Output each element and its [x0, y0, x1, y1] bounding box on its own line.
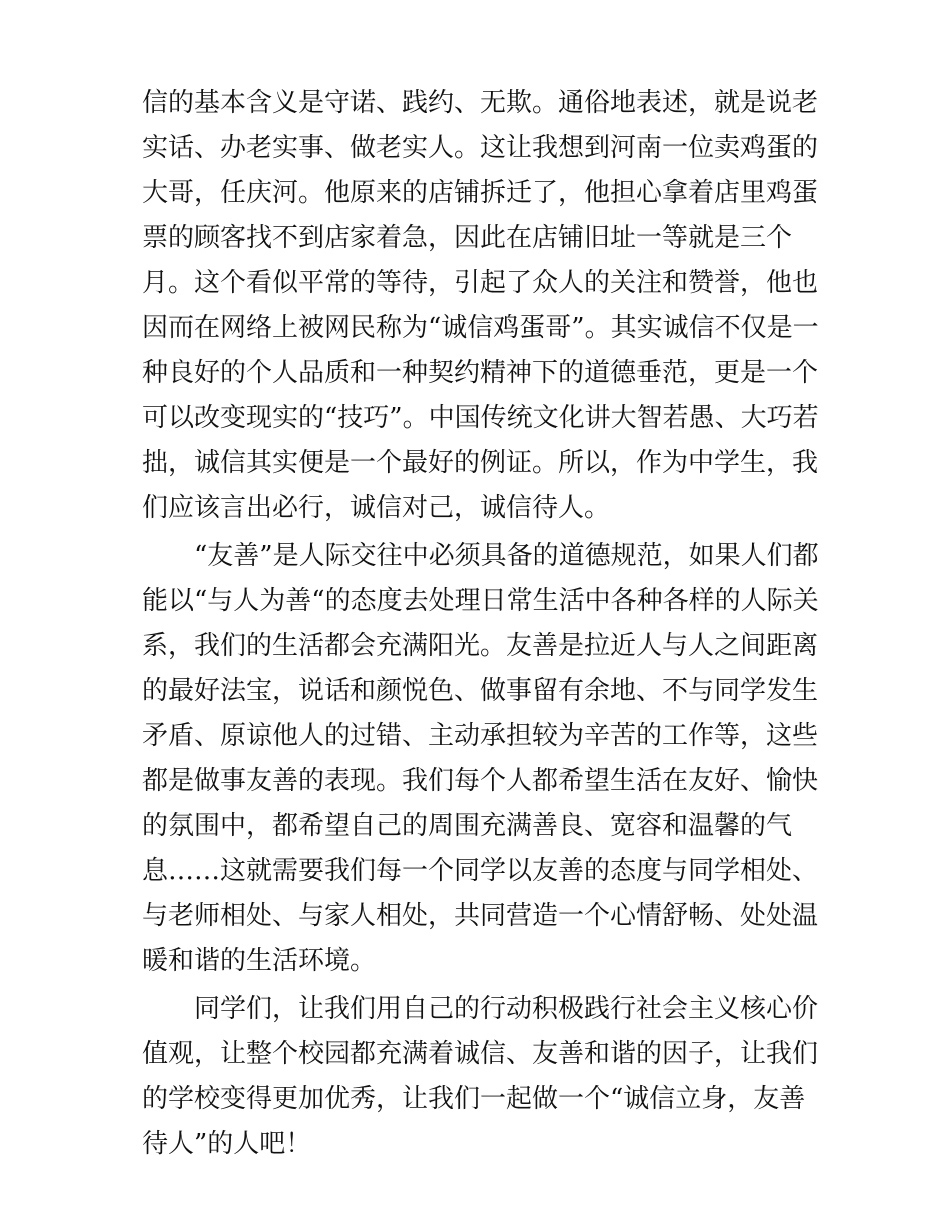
paragraph-conclusion: 同学们，让我们用自己的行动积极践行社会主义核心价值观，让整个校园都充满着诚信、友善和谐的因子，让我们的学校变得更加优秀，让我们一起做一个“诚信立身，友善待人”的人吧！ [142, 994, 819, 1159]
document-body [142, 81, 822, 1170]
paragraph-friendliness: “友善”是人际交往中必须具备的道德规范，如果人们都能以“与人为善“的态度去处理日常生活中各种各样的人际关系，我们的生活都会充满阳光。友善是拉近人与人之间距离的最好法宝，说话和颜悦色、做事留有余地、不与同学发生矛盾、原谅他人的过错、主动承担较为辛苦的工作等，这些都是做事友善的表现。我们每个人都希望生活在友好、愉快的氛围中，都希望自己的周围充满善良、宽容和温馨的气息……这就需要我们每一个同学以友善的态度与同学相处、与老师相处、与家人相处，共同营造一个心情舒畅、处处温暖和谐的生活环境。 [142, 541, 819, 976]
paragraph-honesty: 信的基本含义是守诺、践约、无欺。通俗地表述，就是说老实话、办老实事、做老实人。这让我想到河南一位卖鸡蛋的大哥，任庆河。他原来的店铺拆迁了，他担心拿着店里鸡蛋票的顾客找不到店家着急，因此在店铺旧址一等就是三个月。这个看似平常的等待，引起了众人的关注和赞誉，他也因而在网络上被网民称为“诚信鸡蛋哥”。其实诚信不仅是一种良好的个人品质和一种契约精神下的道德垂范，更是一个可以改变现实的“技巧”。中国传统文化讲大智若愚、大巧若拙，诚信其实便是一个最好的例证。所以，作为中学生，我们应该言出必行，诚信对己，诚信待人。 [142, 88, 819, 523]
